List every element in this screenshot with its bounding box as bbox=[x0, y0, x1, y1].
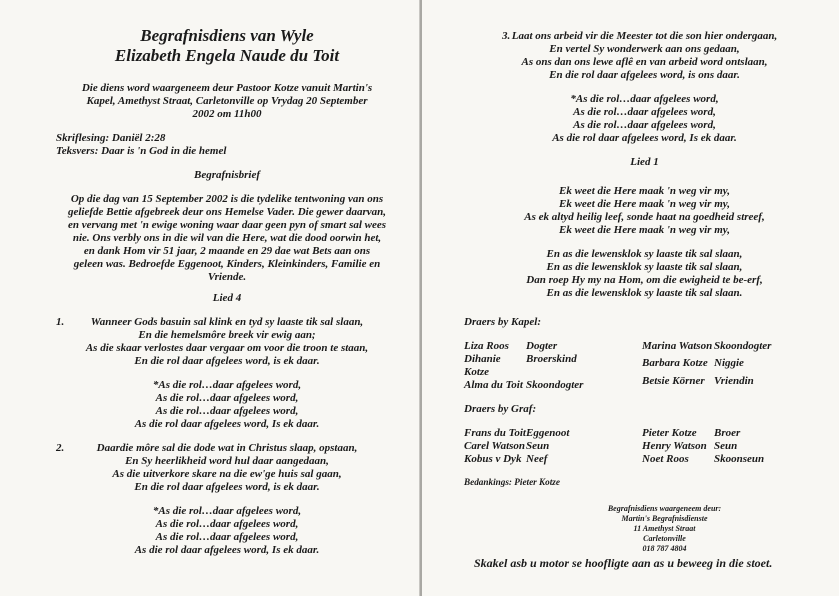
verse-line: En die rol daar afgelees word, is ons daar. bbox=[549, 69, 740, 81]
verse-line: En die hemelsmôre breek vir ewig aan; bbox=[138, 329, 316, 341]
letter-line: Vriende. bbox=[207, 271, 247, 283]
service-info bbox=[56, 82, 398, 121]
bearer-name: Betsie Körner bbox=[642, 374, 705, 387]
text-verse: Teksvers: Daar is 'n God in die hemel bbox=[56, 145, 227, 157]
thanks-line: Bedankings: Pieter Kotze bbox=[464, 477, 560, 487]
funeral-line: 018 787 4804 bbox=[642, 544, 687, 553]
chorus-1 bbox=[56, 379, 398, 431]
hymn-heading: Lied 1 bbox=[630, 156, 659, 168]
verse-number: 1. bbox=[56, 316, 65, 328]
verse-line: Daardie môre sal die dode wat in Christus slaap, opstaan, bbox=[96, 442, 358, 454]
verse-3 bbox=[464, 30, 825, 82]
bearer-relation: Skoondogter bbox=[714, 340, 772, 352]
chorus-line: *As die rol…daar afgelees word, bbox=[152, 379, 302, 391]
letter-line: geliefde Bettie afgebreek deur ons Hemelse Vader. Die gewer daarvan, bbox=[67, 206, 387, 218]
bearer-name: Frans du Toit bbox=[464, 427, 526, 439]
right-page bbox=[422, 0, 839, 596]
bearer-name: Liza Roos bbox=[464, 340, 509, 352]
bearer-name: Alma du Toit bbox=[464, 379, 523, 391]
verse-2 bbox=[56, 442, 398, 494]
verse-1 bbox=[56, 316, 398, 368]
bearer-relation: Seun bbox=[526, 440, 550, 452]
bearer-name: Carel Watson bbox=[464, 440, 526, 452]
verse-line: Wanneer Gods basuin sal klink en tyd sy laaste tik sal slaan, bbox=[90, 316, 364, 328]
bearer-relation: Broer bbox=[714, 427, 741, 439]
funeral-home-info bbox=[504, 504, 825, 554]
service-line: Kapel, Amethyst Straat, Carletonville op Vrydag 20 September bbox=[86, 95, 368, 107]
hymn-heading: Lied 4 bbox=[212, 292, 242, 304]
verse-number: 2. bbox=[56, 442, 65, 454]
bearers-grave-table bbox=[464, 427, 825, 466]
letter-line: en vervang met 'n ewige woning waar daar geen pyn of smart sal wees bbox=[67, 219, 387, 231]
letter-line: Op die dag van 15 September 2002 is die tydelike tentwoning van ons bbox=[70, 193, 384, 205]
chorus-line: As die rol…daar afgelees word, bbox=[155, 518, 299, 530]
hymn-line: Ek weet die Here maak 'n weg vir my, bbox=[559, 185, 730, 197]
hymn-line: Dan roep Hy my na Hom, om die ewigheid te be-erf, bbox=[526, 274, 763, 286]
chorus-3 bbox=[464, 93, 825, 145]
verse-line: En Sy heerlikheid word hul daar aangedaan, bbox=[125, 455, 329, 467]
hymn-line: En as die lewensklok sy laaste tik sal slaan, bbox=[546, 248, 743, 260]
funeral-line: Begrafnisdiens waargeneem deur: bbox=[607, 504, 722, 513]
bearer-relation: Neef bbox=[526, 453, 548, 465]
bearer-relation: Niggie bbox=[714, 357, 744, 370]
verse-number: 3. bbox=[502, 30, 511, 42]
chorus-line: As die rol…daar afgelees word, bbox=[573, 106, 716, 118]
hymn-line: En as die lewensklok sy laaste tik sal slaan, bbox=[546, 261, 743, 273]
letter-line: nie. Ons verbly ons in die wil van die Here, wat die dood oorwin het, bbox=[72, 232, 382, 244]
bearer-name: Pieter Kotze bbox=[642, 427, 697, 439]
bearer-name: Marina Watson bbox=[642, 340, 713, 352]
bearers-chapel-heading: Draers by Kapel: bbox=[464, 316, 541, 328]
bearer-name: Henry Watson bbox=[642, 440, 707, 452]
chorus-line: As die rol…daar afgelees word, bbox=[155, 405, 299, 417]
funeral-line: 11 Amethyst Straat bbox=[633, 524, 696, 533]
title-line-1: Begrafnisdiens van Wyle bbox=[140, 26, 314, 45]
bearer-relation: Skoondogter bbox=[526, 379, 584, 391]
bearer-relation: Dogter bbox=[526, 340, 558, 352]
scripture-reading: Skriflesing: Daniël 2:28 bbox=[56, 132, 166, 144]
chorus-line: As die rol…daar afgelees word, bbox=[155, 392, 299, 404]
bearers-grave-heading: Draers by Graf: bbox=[464, 403, 537, 415]
funeral-line: Martin's Begrafnisdienste bbox=[621, 514, 708, 523]
verse-line: En die rol daar afgelees word, is ek daar. bbox=[134, 355, 320, 367]
chorus-line: As die rol daar afgelees word, Is ek daar. bbox=[552, 132, 737, 144]
bearer-relation: Vriendin bbox=[714, 374, 754, 387]
hymn-line: Ek weet die Here maak 'n weg vir my, bbox=[559, 198, 730, 210]
letter-line: geleen was. Bedroefde Eggenoot, Kinders, Kleinkinders, Familie en bbox=[73, 258, 381, 270]
bearer-relation: Broerskind bbox=[526, 353, 577, 365]
chorus-2 bbox=[56, 505, 398, 557]
hymn-1-part-a bbox=[464, 185, 825, 237]
bearer-relation: Eggenoot bbox=[526, 427, 570, 439]
service-line: Die diens word waargeneem deur Pastoor Kotze vanuit Martin's bbox=[81, 82, 373, 94]
hymn-line: En as die lewensklok sy laaste tik sal slaan. bbox=[546, 287, 743, 299]
bearer-relation: Seun bbox=[714, 440, 738, 452]
verse-line: As die uitverkore skare na die ew'ge huis sal gaan, bbox=[112, 468, 342, 480]
bearer-name: Barbara Kotze bbox=[642, 357, 708, 370]
verse-line: Laat ons arbeid vir die Meester tot die son hier ondergaan, bbox=[511, 30, 778, 42]
chorus-line: *As die rol…daar afgelees word, bbox=[570, 93, 719, 105]
bearer-relation: Skoonseun bbox=[714, 453, 765, 465]
chorus-line: As die rol daar afgelees word, Is ek daar. bbox=[134, 418, 320, 430]
hymn-1-part-b bbox=[464, 248, 825, 300]
closing-instruction: Skakel asb u motor se hoofligte aan as u beweeg in die stoet. bbox=[474, 556, 773, 570]
bearer-name: Kobus v Dyk bbox=[464, 453, 522, 465]
hymn-line: Ek weet die Here maak 'n weg vir my, bbox=[559, 224, 730, 236]
letter-heading: Begrafnisbrief bbox=[194, 169, 260, 181]
verse-line: En die rol daar afgelees word, is ek daar. bbox=[134, 481, 320, 493]
bearer-name: Noet Roos bbox=[642, 453, 689, 465]
bearers-chapel-table bbox=[464, 340, 825, 392]
chorus-line: As die rol…daar afgelees word, bbox=[155, 531, 299, 543]
verse-line: As die skaar verlostes daar vergaar om voor die troon te staan, bbox=[85, 342, 369, 354]
chorus-line: *As die rol…daar afgelees word, bbox=[152, 505, 302, 517]
verse-line: As ons dan ons lewe aflê en van arbeid word ontslaan, bbox=[521, 56, 768, 68]
verse-line: En vertel Sy wonderwerk aan ons gedaan, bbox=[549, 43, 740, 55]
funeral-line: Carletonville bbox=[643, 534, 686, 543]
hymn-line: As ek altyd heilig leef, sonde haat na goedheid streef, bbox=[524, 211, 765, 223]
service-line: 2002 om 11h00 bbox=[192, 108, 262, 120]
title-line-2: Elizabeth Engela Naude du Toit bbox=[114, 46, 340, 65]
funeral-letter bbox=[56, 193, 398, 284]
letter-line: en dank Hom vir 51 jaar, 2 maande en 29 dae wat Bets aan ons bbox=[83, 245, 371, 257]
chorus-line: As die rol…daar afgelees word, bbox=[573, 119, 716, 131]
chorus-line: As die rol daar afgelees word, Is ek daar. bbox=[134, 544, 320, 556]
bearer-name: Dihanie Kotze bbox=[464, 353, 501, 378]
